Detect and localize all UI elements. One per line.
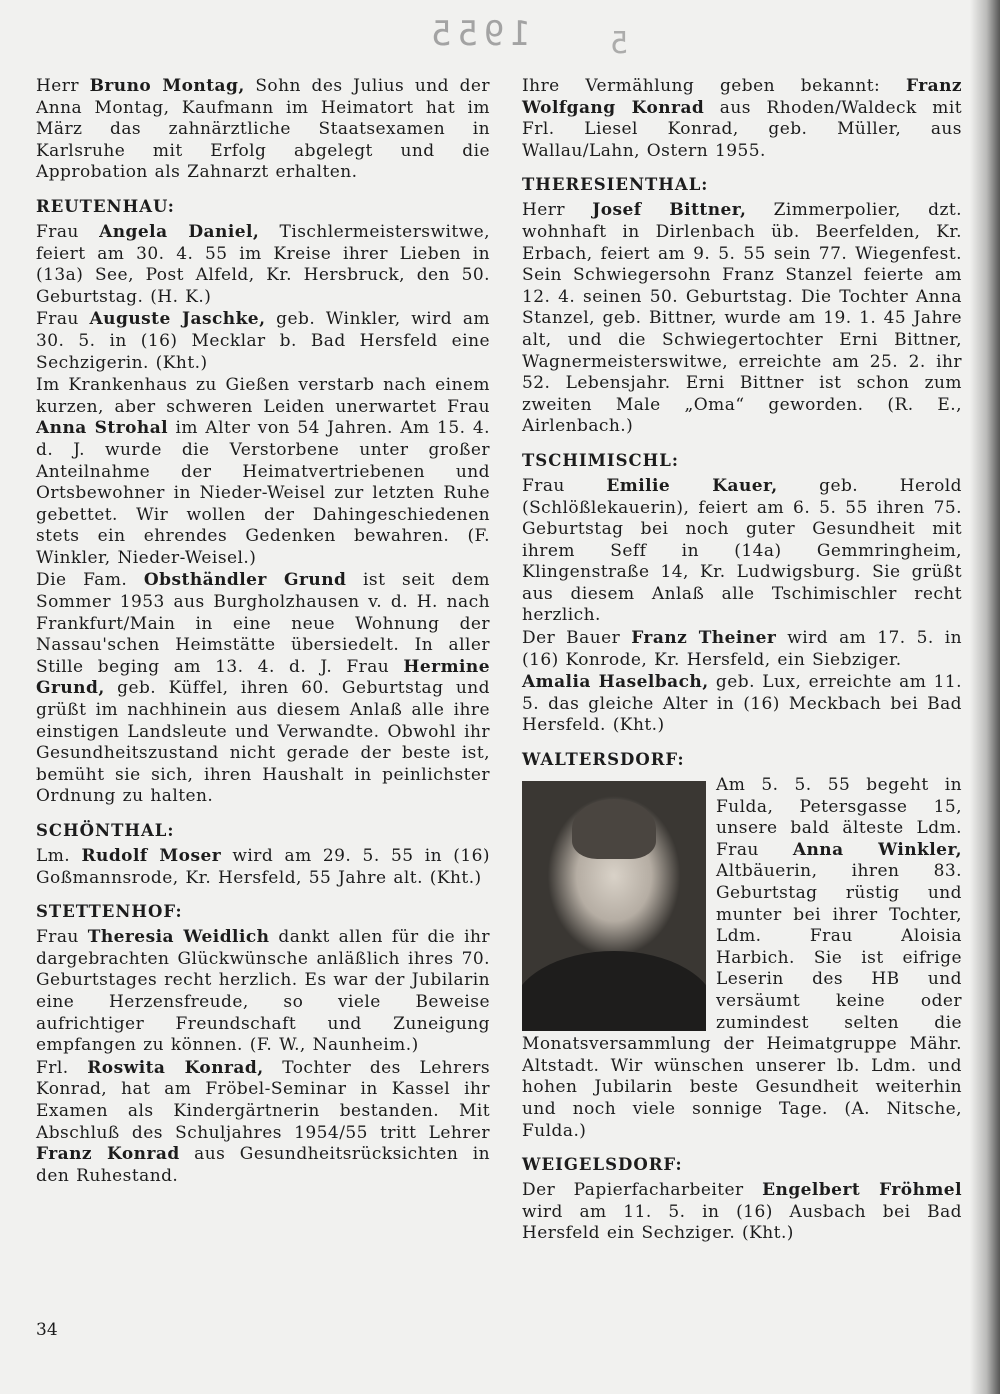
person-name: Bruno Montag, <box>89 76 245 96</box>
archive-stamp-year: 1955 <box>425 14 531 54</box>
article-paragraph <box>36 222 490 308</box>
page-number: 34 <box>36 1320 58 1340</box>
paragraph-text: Herr <box>522 200 593 221</box>
paragraph-text: aus Gesundheitsrücksichten in den Ruhestand. <box>36 1144 490 1186</box>
section-heading: WEIGELSDORF: <box>522 1155 683 1175</box>
paragraph-text: Altbäuerin, ihren 83. Geburtstag rüstig und munter bei ihrer Tochter, Ldm. Frau Aloisia Harbich. Sie ist eifrige Leserin des HB und versäumt keine oder zumindest selten die Monatsversammlung der Heimatgruppe Mähr. Altstadt. Wir wünschen unserer lb. Ldm. und hohen Jubilarin beste Gesundheit weiterhin und noch viele sonnige Tage. (A. Nitsche, Fulda.) <box>522 861 962 1141</box>
paragraph-text: Ihre Vermählung geben bekannt: <box>522 76 906 96</box>
page-gutter-shadow <box>970 0 1000 1394</box>
archive-stamp-issue: 5 <box>610 26 629 61</box>
person-name: Angela Daniel, <box>99 221 260 242</box>
paragraph-text: Herr <box>36 76 90 96</box>
paragraph-text: wird am 11. 5. in (16) Ausbach bei Bad Hersfeld ein Sechziger. (Kht.) <box>522 1201 962 1244</box>
section-heading: TSCHIMISCHL: <box>522 450 679 470</box>
person-name: Theresia Weidlich <box>87 927 270 948</box>
article-paragraph <box>36 927 490 1057</box>
paragraph-text: Der Bauer <box>522 628 632 649</box>
paragraph-text: wird am 29. 5. 55 in (16) Goßmannsrode, Kr. Hersfeld, 55 Jahre alt. (Kht.) <box>36 846 490 888</box>
paragraph-text: Lm. <box>36 846 82 866</box>
person-name: Roswita Konrad, <box>87 1057 264 1078</box>
person-name: Franz Konrad <box>36 1144 180 1165</box>
paragraph-text: Am 5. 5. 55 begeht in Fulda, Petersgasse 15, unsere bald älteste Ldm. Frau <box>716 775 962 860</box>
section-heading: WALTERSDORF: <box>522 750 685 770</box>
person-name: Franz Theiner <box>631 628 777 649</box>
article-paragraph <box>36 846 490 889</box>
paragraph-text: geb. Winkler, wird am 30. 5. in (16) Mecklar b. Bad Hersfeld eine Sechzigerin. (Kht.) <box>36 309 490 373</box>
photo-hair <box>572 799 656 859</box>
person-name: Obsthändler Grund <box>143 570 347 591</box>
paragraph-text: Sohn des Julius und der Anna Montag, Kaufmann im Heimatort hat im März das zahnärztliche Staatsexamen in Karlsruhe mit Erfolg abgelegt und die Approbation als Zahnarzt erhalten. <box>36 76 490 183</box>
person-name: Amalia Haselbach, <box>522 672 709 693</box>
paragraph-text: Tischlermeisterswitwe, feiert am 30. 4. 55 im Kreise ihrer Lieben in (13a) See, Post Alfeld, Kr. Hersbruck, den 50. Geburtstag. (H. K.) <box>36 221 490 307</box>
article-paragraph <box>36 309 490 374</box>
person-name: Anna Winkler, <box>792 839 962 860</box>
paragraph-text: geb. Lux, erreichte am 11. 5. das gleiche Alter in (16) Meckbach bei Bad Hersfeld. (Kht.) <box>522 672 962 736</box>
article-paragraph <box>36 76 490 184</box>
paragraph-text: im Alter von 54 Jahren. Am 15. 4. d. J. wurde die Verstorbene unter großer Anteilnahme der Heimatvertriebenen und Ortsbewohner in Nieder-Weisel zur letzten Ruhe gebettet. Wir wollen der Dahingeschiedenen stets ein ehrendes Gedenken bewahren. (F. Winkler, Nieder-Weisel.) <box>36 418 490 568</box>
article-paragraph <box>522 76 962 162</box>
article-paragraph <box>522 672 962 737</box>
person-name: Anna Strohal <box>36 418 169 439</box>
paragraph-text: Der Papierfacharbeiter <box>522 1180 763 1201</box>
paragraph-text: geb. Herold (Schlößlekauerin), feiert am 6. 5. 55 ihren 75. Geburtstag bei noch guter Gesundheit mit ihrem Seff in (14a) Gemmringheim, Klingenstraße 14, Kr. Ludwigsburg. Sie grüßt aus diesem Anlaß alle Tschimischler recht herzlich. <box>522 475 962 626</box>
paragraph-text: Frl. <box>36 1057 88 1078</box>
paragraph-text: ist seit dem Sommer 1953 aus Burgholzhausen v. d. H. nach Frankfurt/Main in eine neue Wohnung der Nassau'schen Heimstätte übersiedelt. In aller Stille beging am 13. 4. d. J. Frau <box>36 570 490 677</box>
paragraph-text: dankt allen für die ihr dargebrachten Glückwünsche anläßlich ihres 70. Geburtstages recht herzlich. Es war der Jubilarin eine Herzensfreude, so viele Beweise aufrichtiger Freundschaft und Zuneigung empfangen zu können. (F. W., Naunheim.) <box>36 927 490 1056</box>
paragraph-text: aus Rhoden/Waldeck mit Frl. Liesel Konrad, geb. Müller, aus Wallau/Lahn, Ostern 1955. <box>522 97 963 161</box>
article-paragraph <box>36 570 490 808</box>
person-name: Rudolf Moser <box>81 846 222 866</box>
paragraph-text: Frau <box>36 927 88 948</box>
section-heading: STETTENHOF: <box>36 902 183 922</box>
portrait-photo <box>522 781 706 1031</box>
paragraph-text: Frau <box>522 475 607 496</box>
paragraph-text: Tochter des Lehrers Konrad, hat am Fröbel-Seminar in Kassel ihr Examen als Kindergärtnerin bestanden. Mit Abschluß des Schuljahres 1954/55 tritt Lehrer <box>36 1057 490 1143</box>
paragraph-text: geb. Küffel, ihren 60. Geburtstag und grüßt im nachhinein aus diesem Anlaß alle ihre einstigen Landsleute und Verwandte. Obwohl ihr Gesundheitszustand nicht gerade der beste ist, bemüht sie sich, ihren Haushalt in peinlichster Ordnung zu halten. <box>36 678 490 807</box>
article-paragraph <box>36 1058 490 1188</box>
person-name: Hermine Grund, <box>36 656 490 699</box>
photo-body <box>522 951 706 1031</box>
article-paragraph <box>522 476 962 627</box>
article-paragraph <box>522 1180 962 1245</box>
paragraph-text: wird am 17. 5. in (16) Konrode, Kr. Hersfeld, ein Siebziger. <box>522 628 963 670</box>
article-paragraph <box>522 200 962 438</box>
person-name: Franz Wolfgang Konrad <box>522 76 962 118</box>
section-heading: REUTENHAU: <box>36 196 175 216</box>
person-name: Engelbert Fröhmel <box>762 1180 962 1201</box>
person-name: Emilie Kauer, <box>606 475 778 496</box>
section-heading: SCHÖNTHAL: <box>36 821 175 840</box>
left-column <box>36 76 490 1188</box>
paragraph-text: Im Krankenhaus zu Gießen verstarb nach einem kurzen, aber schweren Leiden unerwartet Frau <box>36 375 490 417</box>
article-paragraph <box>36 375 490 569</box>
paragraph-text: Frau <box>36 309 90 330</box>
person-name: Josef Bittner, <box>592 200 747 221</box>
article-paragraph <box>522 628 962 671</box>
paragraph-text: Zimmerpolier, dzt. wohnhaft in Dirlenbach üb. Beerfelden, Kr. Erbach, feiert am 9. 5. 55 sein 77. Wiegenfest. Sein Schwiegersohn Franz Stanzel feierte am 12. 4. seinen 50. Geburtstag. Die Tochter Anna Stanzel, geb. Bittner, wurde am 19. 1. 45 Jahre alt, und die Schwiegertochter Erni Bittner, Wagnermeisterswitwe, erreichte am 25. 2. ihr 52. Lebensjahr. Erni Bittner ist schon zum zweiten Male „Oma“ geworden. (R. E., Airlenbach.) <box>522 200 962 437</box>
paragraph-text: Frau <box>36 221 100 242</box>
person-name: Auguste Jaschke, <box>89 309 266 330</box>
paragraph-text: Die Fam. <box>36 570 144 591</box>
section-heading: THERESIENTHAL: <box>522 175 709 195</box>
right-column <box>522 76 962 1246</box>
